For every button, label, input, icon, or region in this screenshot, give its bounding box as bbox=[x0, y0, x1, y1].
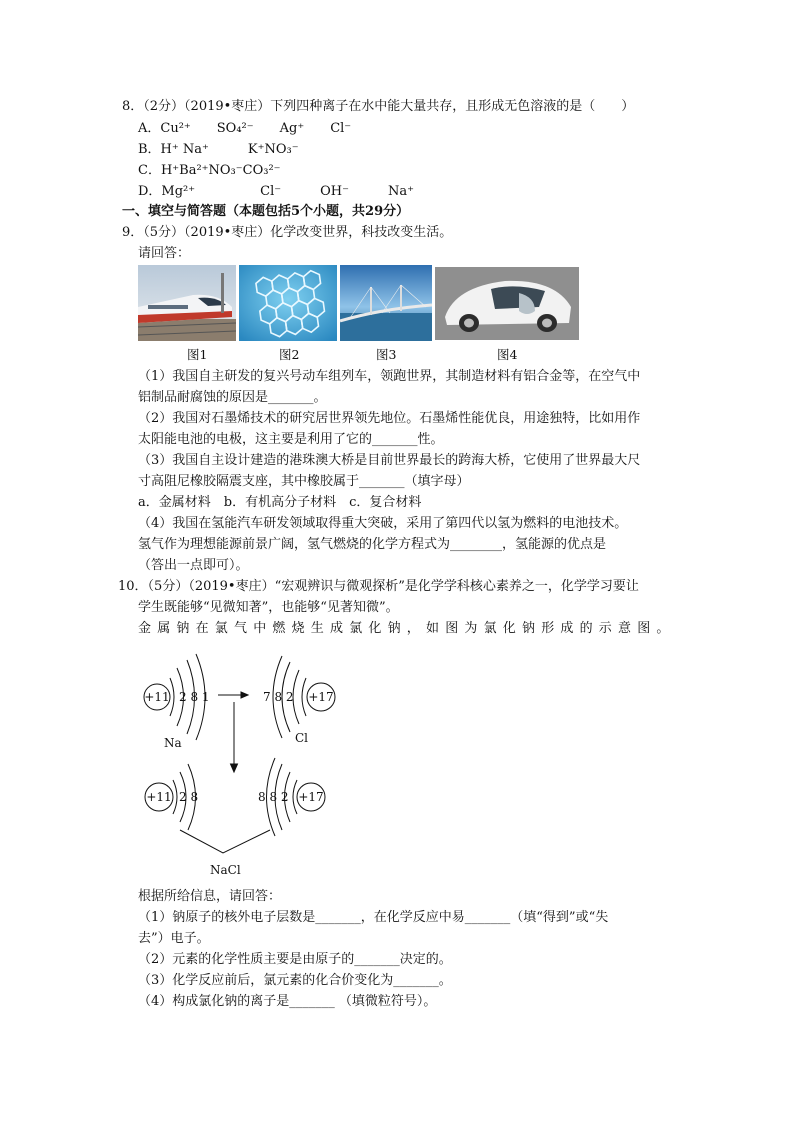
q9-part4-line3: （答出一点即可）。 bbox=[138, 558, 249, 573]
bridge-photo bbox=[340, 265, 432, 341]
na-electron-shells: 2 8 1 bbox=[179, 690, 210, 704]
graphene-image bbox=[239, 265, 337, 341]
section-heading: 一、填空与简答题（本题包括5个小题，共29分） bbox=[122, 204, 410, 219]
q10-part4: （4）构成氯化钠的离子是_______ （填微粒符号）。 bbox=[138, 994, 437, 1009]
q10-prompt: 根据所给信息，请回答： bbox=[138, 889, 282, 904]
q9-part3-options: a．金属材料 b．有机高分子材料 c．复合材料 bbox=[138, 495, 422, 510]
q8-option-a: A．Cu²⁺ SO₄²⁻ Ag⁺ Cl⁻ bbox=[138, 121, 352, 136]
q10-part2: （2）元素的化学性质主要是由原子的_______决定的。 bbox=[138, 952, 452, 967]
q8-option-d: D．Mg²⁺ Cl⁻ OH⁻ Na⁺ bbox=[138, 184, 414, 199]
figure-1-caption: 图1 bbox=[187, 347, 208, 362]
cl-electron-shells: 7 8 2 bbox=[263, 690, 294, 704]
q8-option-c: C．H⁺Ba²⁺NO₃⁻CO₃²⁻ bbox=[138, 163, 281, 178]
q8-stem: 8．（2分）（2019•枣庄）下列四种离子在水中能大量共存，且形成无色溶液的是（ ） bbox=[122, 99, 635, 114]
q10-stem-line3: 金属钠在氯气中燃烧生成氯化钠，如图为氯化钠形成的示意图。 bbox=[138, 621, 676, 636]
na-ion-electron-shells: 2 8 bbox=[179, 790, 199, 804]
q9-part3-line2: 寸高阻尼橡胶隔震支座，其中橡胶属于_______（填字母） bbox=[138, 474, 470, 489]
na-ion-nucleus: +11 bbox=[146, 790, 172, 804]
cl-ion-electron-shells: 8 8 2 bbox=[258, 790, 289, 804]
na-nucleus: +11 bbox=[144, 690, 170, 704]
figure-3-caption: 图3 bbox=[376, 347, 397, 362]
nacl-formation-diagram bbox=[130, 640, 350, 880]
cl-nucleus: +17 bbox=[308, 690, 334, 704]
train-photo bbox=[138, 265, 236, 341]
figure-2-caption: 图2 bbox=[279, 347, 300, 362]
q9-part1-line2: 铝制品耐腐蚀的原因是_______。 bbox=[138, 390, 327, 405]
na-label: Na bbox=[164, 736, 182, 750]
q9-part4-line1: （4）我国在氢能汽车研发领域取得重大突破，采用了第四代以氢为燃料的电池技术。 bbox=[138, 516, 628, 531]
car-photo bbox=[435, 267, 579, 340]
cl-label: Cl bbox=[295, 731, 309, 745]
q10-stem-line1: 10．（5分）（2019•枣庄）“宏观辨识与微观探析”是化学学科核心素养之一，化学学习要让 bbox=[118, 579, 639, 594]
q9-prompt: 请回答： bbox=[138, 246, 191, 261]
figure-4-caption: 图4 bbox=[497, 347, 518, 362]
q10-part1-line1: （1）钠原子的核外电子层数是_______，在化学反应中易_______（填“得到”或“失 bbox=[138, 910, 609, 925]
q9-part3-line1: （3）我国自主设计建造的港珠澳大桥是目前世界最长的跨海大桥，它使用了世界最大尺 bbox=[138, 453, 641, 468]
q9-part2-line2: 太阳能电池的电极，这主要是利用了它的_______性。 bbox=[138, 432, 444, 447]
nacl-label: NaCl bbox=[210, 863, 241, 877]
q9-part2-line1: （2）我国对石墨烯技术的研究居世界领先地位。石墨烯性能优良，用途独特，比如用作 bbox=[138, 411, 641, 426]
q8-option-b: B．H⁺ Na⁺ K⁺NO₃⁻ bbox=[138, 142, 299, 157]
q10-stem-line2: 学生既能够“见微知著”，也能够“见著知微”。 bbox=[138, 600, 399, 615]
q10-part1-line2: 去”）电子。 bbox=[138, 931, 210, 946]
cl-ion-nucleus: +17 bbox=[298, 790, 324, 804]
q9-part4-line2: 氢气作为理想能源前景广阔，氢气燃烧的化学方程式为________，氢能源的优点是 bbox=[138, 537, 607, 552]
q9-stem: 9．（5分）（2019•枣庄）化学改变世界，科技改变生活。 bbox=[122, 225, 453, 240]
q10-part3: （3）化学反应前后，氯元素的化合价变化为_______。 bbox=[138, 973, 452, 988]
q9-part1-line1: （1）我国自主研发的复兴号动车组列车，领跑世界，其制造材料有铝合金等，在空气中 bbox=[138, 369, 641, 384]
